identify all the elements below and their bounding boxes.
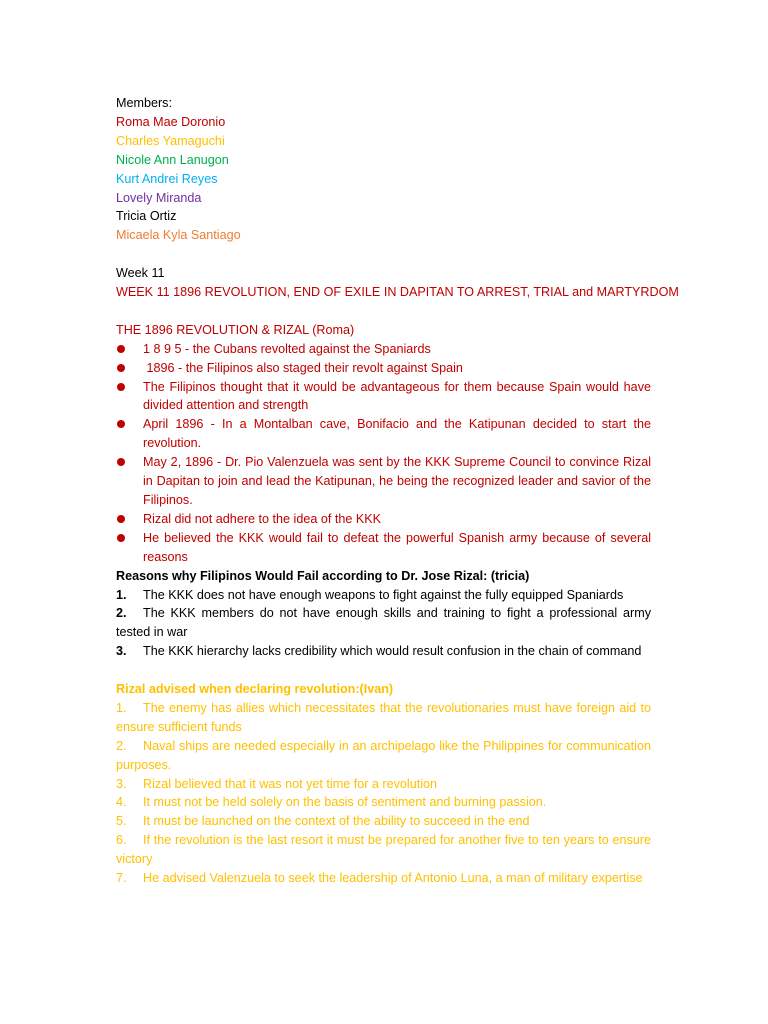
item-text: The KKK does not have enough weapons to fight against the fully equipped Spaniards	[143, 587, 624, 602]
bullet-item	[116, 529, 651, 567]
bullet-text: April 1896 - In a Montalban cave, Bonifacio and the Katipunan decided to start the revolution.	[143, 417, 651, 451]
spacer	[116, 245, 651, 264]
bullet-item	[116, 359, 651, 378]
bullet-text: May 2, 1896 - Dr. Pio Valenzuela was sent by the KKK Supreme Council to convince Rizal in Dapitan to join and lead the Katipunan, he being the recognized leader and savior of the Filipinos.	[143, 455, 651, 507]
bullet-text: 1896 - the Filipinos also staged their revolt against Spain	[143, 360, 463, 375]
numbered-item	[116, 737, 651, 775]
bullet-item	[116, 510, 651, 529]
bullet-text: The Filipinos thought that it would be advantageous for them because Spain would have divided attention and strength	[143, 379, 651, 413]
bullet-dot-icon	[117, 534, 125, 542]
numbered-item	[116, 869, 651, 888]
bullet-dot-icon	[117, 458, 125, 466]
member-name: Kurt Andrei Reyes	[116, 171, 218, 186]
spacer	[116, 661, 651, 680]
item-text: Rizal believed that it was not yet time for a revolution	[143, 776, 437, 791]
numbered-item	[116, 586, 651, 605]
section-heading-reasons: Reasons why Filipinos Would Fail according to Dr. Jose Rizal: (tricia)	[116, 568, 530, 583]
item-number: 4.	[116, 795, 127, 810]
section-heading-advice: Rizal advised when declaring revolution:(Ivan)	[116, 682, 394, 697]
item-text: He advised Valenzuela to seek the leadership of Antonio Luna, a man of military expertise	[143, 871, 643, 886]
item-number: 3.	[116, 644, 127, 659]
bullet-dot-icon	[117, 345, 125, 353]
bullet-item	[116, 378, 651, 416]
item-number: 6.	[116, 833, 127, 848]
item-number: 7.	[116, 871, 127, 886]
item-text: If the revolution is the last resort it must be prepared for another five to ten years to ensure victory	[116, 833, 651, 867]
bullet-item	[116, 415, 651, 453]
numbered-item	[116, 775, 651, 794]
bullet-dot-icon	[117, 515, 125, 523]
member-name: Lovely Miranda	[116, 190, 202, 205]
member-name: Micaela Kyla Santiago	[116, 228, 241, 243]
member-name: Nicole Ann Lanugon	[116, 152, 229, 167]
member-name: Roma Mae Doronio	[116, 114, 226, 129]
spacer	[116, 302, 651, 321]
item-number: 2.	[116, 606, 127, 621]
bullet-dot-icon	[117, 383, 125, 391]
numbered-item	[116, 793, 651, 812]
item-number: 5.	[116, 814, 127, 829]
item-text: The KKK members do not have enough skills and training to fight a professional army tested in war	[116, 606, 651, 640]
section-heading-revolution: THE 1896 REVOLUTION & RIZAL (Roma)	[116, 322, 355, 337]
member-name: Tricia Ortiz	[116, 209, 177, 224]
item-text: It must be launched on the context of the ability to succeed in the end	[143, 814, 530, 829]
bullet-text: He believed the KKK would fail to defeat the powerful Spanish army because of several reasons	[143, 530, 651, 564]
document-page	[116, 94, 679, 888]
bullet-dot-icon	[117, 364, 125, 372]
item-number: 1.	[116, 587, 127, 602]
revolution-bullet-list	[116, 340, 651, 567]
week-label: Week 11	[116, 266, 165, 281]
bullet-dot-icon	[117, 420, 125, 428]
item-number: 3.	[116, 776, 127, 791]
numbered-item	[116, 699, 651, 737]
numbered-item	[116, 642, 651, 661]
item-text: Naval ships are needed especially in an archipelago like the Philippines for communication purposes.	[116, 738, 651, 772]
bullet-item	[116, 453, 651, 510]
week-title: WEEK 11 1896 REVOLUTION, END OF EXILE IN DAPITAN TO ARREST, TRIAL and MARTYRDOM	[116, 285, 679, 300]
bullet-text: 1 8 9 5 - the Cubans revolted against the Spaniards	[143, 341, 431, 356]
numbered-item	[116, 812, 651, 831]
item-number: 2.	[116, 738, 127, 753]
numbered-item	[116, 831, 651, 869]
item-text: It must not be held solely on the basis of sentiment and burning passion.	[143, 795, 547, 810]
bullet-item	[116, 340, 651, 359]
member-name: Charles Yamaguchi	[116, 133, 225, 148]
item-number: 1.	[116, 700, 127, 715]
item-text: The KKK hierarchy lacks credibility which would result confusion in the chain of command	[143, 644, 642, 659]
members-heading: Members:	[116, 96, 172, 110]
bullet-text: Rizal did not adhere to the idea of the KKK	[143, 511, 382, 526]
numbered-item	[116, 604, 651, 642]
item-text: The enemy has allies which necessitates that the revolutionaries must have foreign aid to ensure sufficient funds	[116, 700, 651, 734]
